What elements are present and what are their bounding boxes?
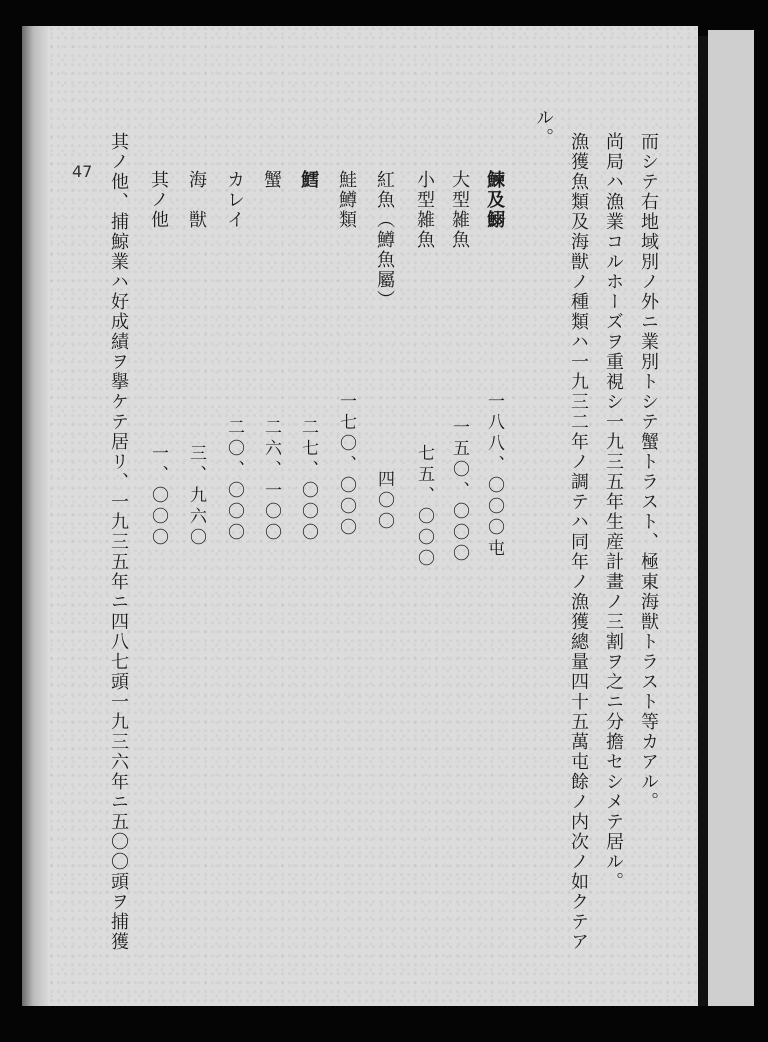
page-gutter [22,26,48,1006]
catch-name: 鱈 [298,170,319,190]
book-spine [698,36,708,1006]
catch-name: 其ノ他 [148,170,169,230]
catch-name: 紅魚（鱒魚屬） [374,170,395,310]
catch-name: 蟹 [261,170,282,190]
catch-name: 大型雑魚 [449,170,470,250]
facing-page-edge [708,30,754,1006]
page-number: 47 [72,162,93,181]
catch-value: 一、〇〇〇 [148,444,168,549]
catch-value: 一七〇、〇〇〇 [336,392,356,539]
catch-value: 三、九六〇 [186,444,206,549]
catch-name: 海 獣 [186,170,207,230]
catch-value: 二七、〇〇〇 [298,418,318,544]
text-column-closing: 其ノ他、捕鯨業ハ好成績ヲ擧ケテ居リ、一九三五年ニ四八七頭一九三六年ニ五〇〇頭ヲ捕獲 [108,132,129,952]
text-column-1: 而シテ右地域別ノ外ニ業別トシテ蟹トラスト、極東海獣トラスト等カアル。 [638,132,659,812]
catch-name: 小型雑魚 [414,170,435,250]
catch-value: 一五〇、〇〇〇 [449,418,469,565]
catch-value: 二六、一〇〇 [261,418,281,544]
catch-name: 鮭鱒類 [336,170,357,230]
text-column-4: ル。 [533,108,554,148]
text-column-2: 尚局ハ漁業コルホーズヲ重視シ一九三五年生産計畫ノ三割ヲ之ニ分擔セシメテ居ル。 [603,132,624,892]
catch-value: 七五、〇〇〇 [414,444,434,570]
catch-value: 四〇〇 [374,470,394,533]
text-column-3: 漁獲魚類及海獣ノ種類ハ一九三二年ノ調テハ同年ノ漁獲總量四十五萬屯餘ノ内次ノ如クテア [568,132,589,952]
catch-name: 鰊及鰯 [484,170,505,230]
catch-value: 一八八、〇〇〇屯 [484,392,504,560]
catch-name: カレイ [224,170,245,230]
catch-value: 二〇、〇〇〇 [224,418,244,544]
